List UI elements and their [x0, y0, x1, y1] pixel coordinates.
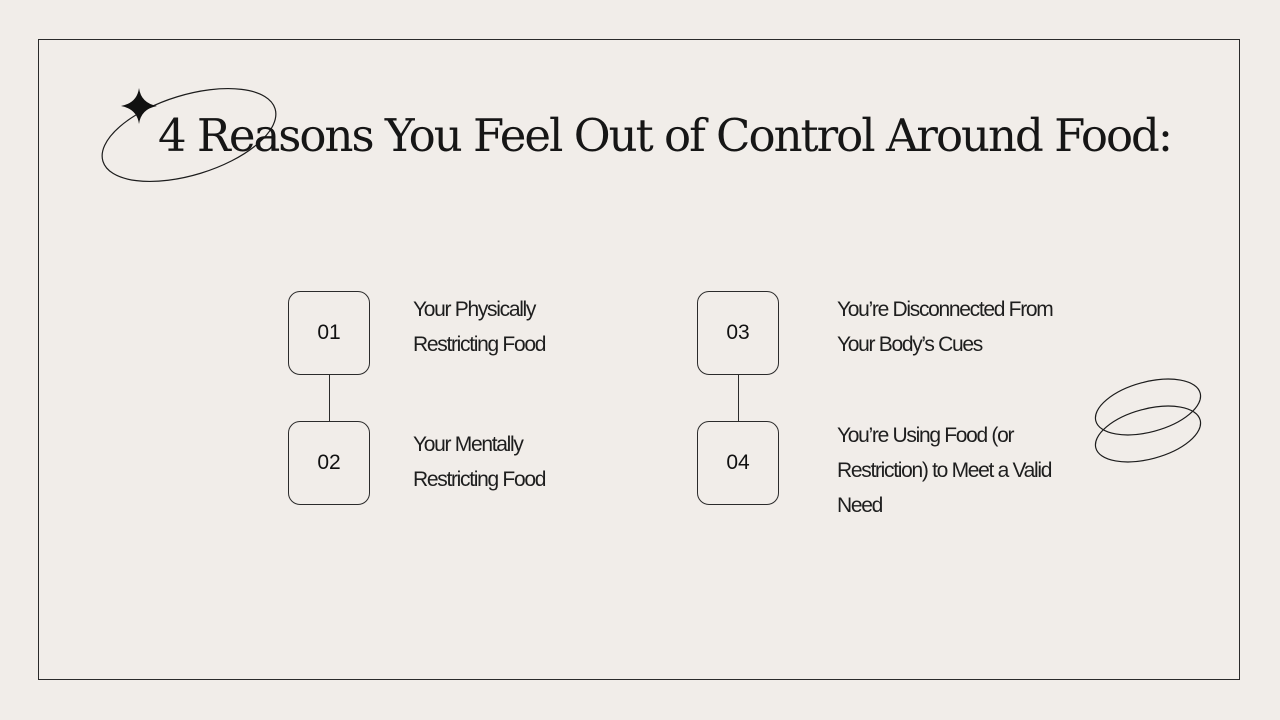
reason-number-box-4: 04	[697, 421, 779, 505]
reason-text-2: Your Mentally Restricting Food	[413, 433, 546, 491]
reason-text-1: Your Physically Restricting Food	[413, 298, 546, 356]
reason-number-box-1: 01	[288, 291, 370, 375]
reason-text-4: You’re Using Food (or Restriction) to Meet a Valid Need	[837, 424, 1052, 517]
connector-line-1-2	[329, 375, 330, 421]
page-title: 4 Reasons You Feel Out of Control Around Food:	[158, 109, 1172, 162]
reason-number-box-3: 03	[697, 291, 779, 375]
connector-line-3-4	[738, 375, 739, 421]
reason-text-3: You’re Disconnected From Your Body’s Cues	[837, 298, 1053, 356]
reason-number-box-2: 02	[288, 421, 370, 505]
